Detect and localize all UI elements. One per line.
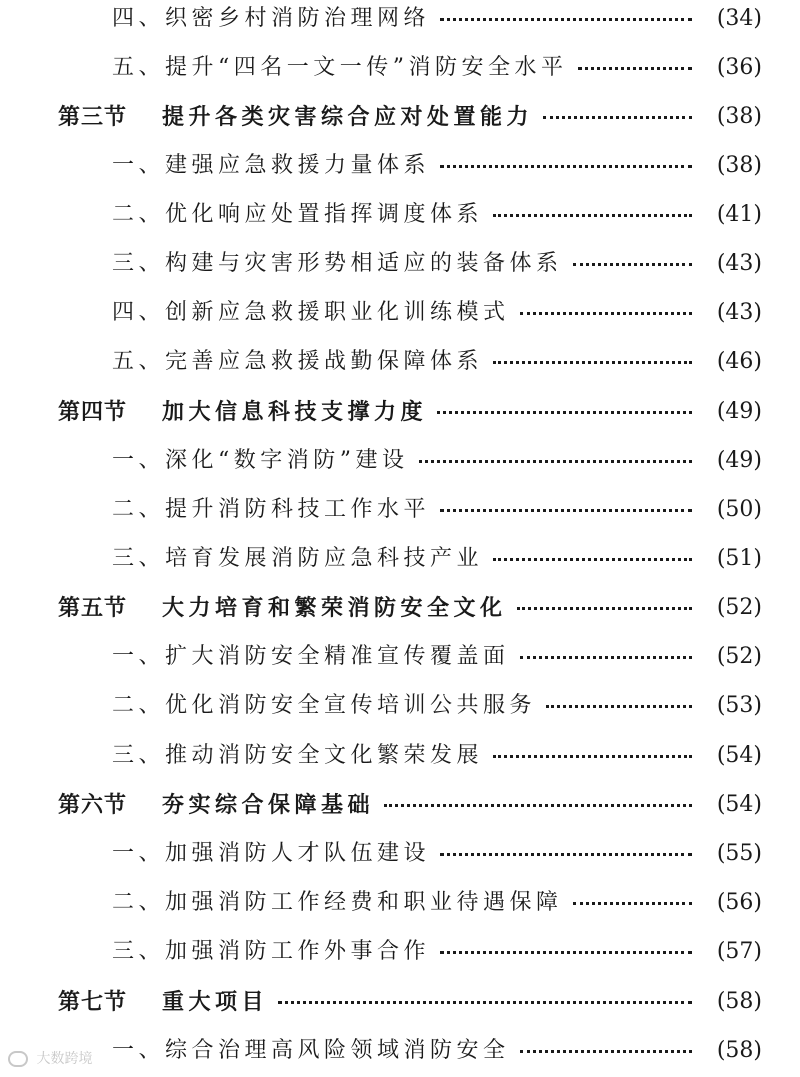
toc-section-number: 第五节: [58, 595, 128, 621]
toc-title-text: 提升各类灾害综合应对处置能力: [162, 104, 534, 130]
toc-dot-leader: [278, 987, 692, 1017]
toc-title: [58, 790, 374, 820]
toc-title-text: 四、创新应急救援职业化训练模式: [112, 300, 510, 325]
toc-section-row[interactable]: [0, 593, 800, 623]
toc-title-text: 一、深化“数字消防”建设: [112, 448, 409, 473]
watermark-text: 大数跨境: [36, 1051, 93, 1067]
toc-dot-leader: [520, 298, 692, 328]
toc-title-text: 一、加强消防人才队伍建设: [112, 841, 431, 866]
toc-dot-leader: [493, 347, 692, 377]
toc-dot-leader: [578, 53, 692, 83]
toc-page-number: (57): [716, 939, 762, 964]
toc-title: [112, 4, 430, 34]
toc-title-text: 三、推动消防安全文化繁荣发展: [112, 743, 484, 768]
toc-page-number: (56): [716, 890, 762, 915]
toc-page-number: (41): [716, 202, 762, 227]
toc-entry-row[interactable]: [0, 347, 800, 377]
toc-title: [112, 53, 568, 83]
toc-entry-row[interactable]: [0, 1036, 800, 1066]
toc-dot-leader: [543, 102, 692, 132]
toc-entry-row[interactable]: [0, 249, 800, 279]
toc-page-number: (36): [716, 55, 762, 80]
toc-page-number: (54): [716, 792, 762, 817]
toc-dot-leader: [440, 4, 692, 34]
toc-title-text: 二、提升消防科技工作水平: [112, 497, 431, 522]
toc-dot-leader: [493, 544, 692, 574]
toc-title: [112, 937, 430, 967]
toc-entry-row[interactable]: [0, 642, 800, 672]
toc-title: [112, 642, 510, 672]
toc-entry-row[interactable]: [0, 53, 800, 83]
toc-dot-leader: [546, 691, 692, 721]
toc-entry-row[interactable]: [0, 544, 800, 574]
toc-section-row[interactable]: [0, 102, 800, 132]
toc-title-text: 夯实综合保障基础: [162, 792, 375, 818]
watermark: [8, 1048, 92, 1068]
toc-title: [58, 397, 427, 427]
toc-title: [112, 298, 510, 328]
toc-dot-leader: [419, 446, 692, 476]
toc-title-text: 大力培育和繁荣消防安全文化: [162, 595, 507, 621]
toc-entry-row[interactable]: [0, 741, 800, 771]
toc-title-text: 三、构建与灾害形势相适应的装备体系: [112, 251, 563, 276]
toc-entry-row[interactable]: [0, 151, 800, 181]
toc-dot-leader: [573, 888, 692, 918]
toc-page-number: (34): [716, 6, 762, 31]
toc-entry-row[interactable]: [0, 839, 800, 869]
toc-page-number: (43): [716, 300, 762, 325]
toc-title: [112, 200, 483, 230]
toc-title: [112, 249, 563, 279]
toc-page-number: (58): [716, 989, 762, 1014]
toc-title-text: 一、综合治理高风险领域消防安全: [112, 1038, 510, 1063]
toc-entry-row[interactable]: [0, 446, 800, 476]
toc-page-number: (46): [716, 349, 762, 374]
toc-page-number: (53): [716, 693, 762, 718]
toc-page-number: (38): [716, 153, 762, 178]
toc-section-row[interactable]: [0, 397, 800, 427]
toc-page-number: (51): [716, 546, 762, 571]
toc-title: [112, 888, 563, 918]
toc-dot-leader: [520, 642, 692, 672]
toc-entry-row[interactable]: [0, 200, 800, 230]
toc-section-number: 第七节: [58, 989, 128, 1015]
toc-title: [112, 691, 536, 721]
toc-title: [112, 741, 483, 771]
toc-section-number: 第六节: [58, 792, 128, 818]
toc-section-number: 第三节: [58, 104, 128, 130]
toc-section-number: 第四节: [58, 399, 128, 425]
toc-entry-row[interactable]: [0, 495, 800, 525]
toc-entry-row[interactable]: [0, 4, 800, 34]
toc-title: [112, 446, 409, 476]
toc-title-text: 三、加强消防工作外事合作: [112, 939, 431, 964]
toc-page-number: (38): [716, 104, 762, 129]
toc-dot-leader: [517, 593, 692, 623]
toc-title-text: 一、扩大消防安全精准宣传覆盖面: [112, 644, 510, 669]
watermark-logo-icon: [8, 1051, 28, 1067]
toc-page-number: (54): [716, 743, 762, 768]
toc-title-text: 五、提升“四名一文一传”消防安全水平: [112, 55, 568, 80]
toc-title: [112, 544, 483, 574]
toc-title-text: 加大信息科技支撑力度: [162, 399, 428, 425]
toc-dot-leader: [520, 1036, 692, 1066]
toc-dot-leader: [440, 495, 692, 525]
toc-title: [58, 987, 268, 1017]
toc-section-row[interactable]: [0, 790, 800, 820]
toc-title: [112, 839, 430, 869]
toc-title-text: 二、加强消防工作经费和职业待遇保障: [112, 890, 563, 915]
toc-dot-leader: [493, 200, 692, 230]
toc-title: [112, 151, 430, 181]
toc-title: [112, 1036, 510, 1066]
toc-entry-row[interactable]: [0, 298, 800, 328]
toc-title-text: 四、织密乡村消防治理网络: [112, 6, 431, 31]
toc-title: [58, 593, 507, 623]
toc-title-text: 三、培育发展消防应急科技产业: [112, 546, 484, 571]
toc-title: [112, 347, 483, 377]
toc-page-number: (58): [716, 1038, 762, 1063]
toc-page-number: (52): [716, 595, 762, 620]
toc-title: [58, 102, 533, 132]
toc-page-number: (49): [716, 399, 762, 424]
toc-entry-row[interactable]: [0, 888, 800, 918]
toc-title-text: 重大项目: [162, 989, 269, 1015]
toc-title-text: 五、完善应急救援战勤保障体系: [112, 349, 484, 374]
toc-dot-leader: [440, 937, 692, 967]
toc-dot-leader: [493, 741, 692, 771]
toc-entry-row[interactable]: [0, 937, 800, 967]
toc-dot-leader: [573, 249, 692, 279]
toc-dot-leader: [437, 397, 692, 427]
toc-page-number: (49): [716, 448, 762, 473]
toc-title-text: 二、优化响应处置指挥调度体系: [112, 202, 484, 227]
toc-dot-leader: [440, 151, 692, 181]
toc-dot-leader: [440, 839, 692, 869]
toc-section-row[interactable]: [0, 987, 800, 1017]
toc-title: [112, 495, 430, 525]
toc-dot-leader: [384, 790, 692, 820]
toc-page-number: (52): [716, 644, 762, 669]
toc-page-number: (43): [716, 251, 762, 276]
toc-entry-row[interactable]: [0, 691, 800, 721]
toc-page-number: (50): [716, 497, 762, 522]
toc-page-number: (55): [716, 841, 762, 866]
toc-title-text: 二、优化消防安全宣传培训公共服务: [112, 693, 537, 718]
toc-title-text: 一、建强应急救援力量体系: [112, 153, 431, 178]
